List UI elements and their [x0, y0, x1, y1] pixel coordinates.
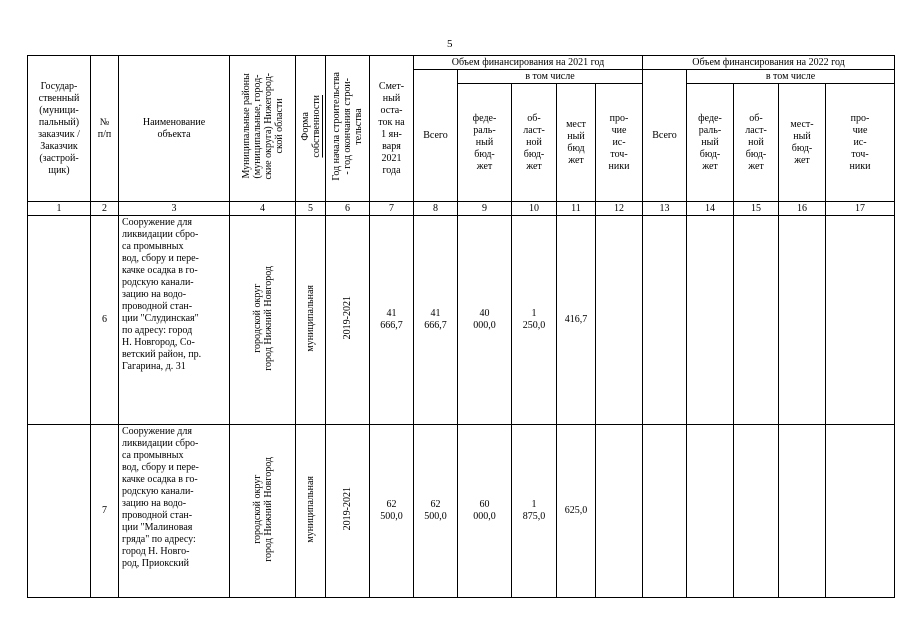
row-customer [28, 425, 91, 598]
column-number: 14 [687, 202, 734, 216]
header-ownership-b: собственности [310, 95, 322, 158]
row-ownership: муниципальная [305, 284, 316, 352]
header-other-2021: про- чие ис- точ- ники [596, 84, 643, 202]
column-number: 7 [370, 202, 414, 216]
header-years: Год начала строительства - год окончания строи- тельства [331, 72, 364, 181]
row-total-2022 [643, 425, 687, 598]
header-other-2022: про- чие ис- точ- ники [826, 84, 895, 202]
row-local-2021: 416,7 [557, 216, 596, 425]
row-local-2021: 625,0 [557, 425, 596, 598]
row-district: городской округ город Нижний Новгород [251, 456, 274, 562]
row-regional-2022 [734, 216, 779, 425]
column-number: 17 [826, 202, 895, 216]
row-other-2022 [826, 216, 895, 425]
column-number: 8 [414, 202, 458, 216]
row-local-2022 [779, 216, 826, 425]
row-ownership: муниципальная [305, 475, 316, 543]
column-number: 6 [326, 202, 370, 216]
column-number: 11 [557, 202, 596, 216]
column-number: 13 [643, 202, 687, 216]
row-customer [28, 216, 91, 425]
header-including-2022: в том числе [687, 70, 895, 84]
row-regional-2021: 1 875,0 [512, 425, 557, 598]
row-years-cell [326, 425, 370, 598]
row-federal-2022 [687, 216, 734, 425]
header-regional-2022: об- ласт- ной бюд- жет [734, 84, 779, 202]
header-estimated: Смет- ный оста- ток на 1 ян- варя 2021 года [370, 56, 414, 202]
header-years-cell [326, 56, 370, 202]
column-number: 2 [91, 202, 119, 216]
row-regional-2022 [734, 425, 779, 598]
column-numbers-row [28, 202, 895, 216]
column-number: 15 [734, 202, 779, 216]
row-estimated: 62 500,0 [370, 425, 414, 598]
row-regional-2021: 1 250,0 [512, 216, 557, 425]
row-district-cell [230, 216, 296, 425]
table-row [28, 425, 895, 598]
header-federal-2022: феде- раль- ный бюд- жет [687, 84, 734, 202]
row-district: городской округ город Нижний Новгород [251, 265, 274, 371]
header-total-2022: Всего [643, 70, 687, 202]
header-fin-2021: Объем финансирования на 2021 год [414, 56, 643, 70]
column-number: 3 [119, 202, 230, 216]
header-ownership-a: Форма [299, 112, 311, 141]
row-ownership-cell [296, 216, 326, 425]
column-number: 10 [512, 202, 557, 216]
header-federal-2021: феде- раль- ный бюд- жет [458, 84, 512, 202]
row-total-2021: 41 666,7 [414, 216, 458, 425]
row-federal-2022 [687, 425, 734, 598]
header-districts: Муниципальные районы (муниципальные, город- ские округа) Нижегород- ской области [240, 73, 285, 180]
row-years-cell [326, 216, 370, 425]
row-district-cell [230, 425, 296, 598]
row-other-2022 [826, 425, 895, 598]
page-number: 5 [447, 38, 453, 50]
row-estimated: 41 666,7 [370, 216, 414, 425]
row-federal-2021: 40 000,0 [458, 216, 512, 425]
row-total-2022 [643, 216, 687, 425]
row-ownership-cell [296, 425, 326, 598]
header-object-name: Наименование объекта [119, 56, 230, 202]
header-fin-2022: Объем финансирования на 2022 год [643, 56, 895, 70]
header-regional-2021: об- ласт- ной бюд- жет [512, 84, 557, 202]
financing-table [27, 55, 895, 598]
column-number: 1 [28, 202, 91, 216]
table-row [28, 216, 895, 425]
column-number: 4 [230, 202, 296, 216]
header-including-2021: в том числе [458, 70, 643, 84]
header-ownership [300, 95, 322, 158]
row-years: 2019-2021 [342, 487, 353, 531]
header-num: № п/п [91, 56, 119, 202]
row-other-2021 [596, 425, 643, 598]
column-number: 9 [458, 202, 512, 216]
header-customer: Государ- ственный (муници- пальный) заказчик / Заказчик (застрой- щик) [28, 56, 91, 202]
row-federal-2021: 60 000,0 [458, 425, 512, 598]
row-object-name: Сооружение для ликвидации сбро- са промывных вод, сбору и пере- качке осадка в го- родскую канали- зацию на водо- проводной стан- ции "Слудинская" по адресу: город Н. Новгород, Со- ветский район, пр. Гагарина, д. 31 [119, 216, 230, 425]
header-total-2021: Всего [414, 70, 458, 202]
header-districts-cell [230, 56, 296, 202]
row-other-2021 [596, 216, 643, 425]
row-num: 7 [91, 425, 119, 598]
header-local-2022: мест- ный бюд- жет [779, 84, 826, 202]
row-total-2021: 62 500,0 [414, 425, 458, 598]
row-num: 6 [91, 216, 119, 425]
row-years: 2019-2021 [342, 296, 353, 340]
header-ownership-cell [296, 56, 326, 202]
header-local-2021: мест ный бюд жет [557, 84, 596, 202]
row-local-2022 [779, 425, 826, 598]
column-number: 16 [779, 202, 826, 216]
column-number: 12 [596, 202, 643, 216]
row-object-name: Сооружение для ликвидации сбро- са промывных вод, сбору и пере- качке осадка в го- родскую канали- зацию на водо- проводной стан- ции "Малиновая гряда" по адресу: город Н. Новго- род, Приокский [119, 425, 230, 598]
column-number: 5 [296, 202, 326, 216]
